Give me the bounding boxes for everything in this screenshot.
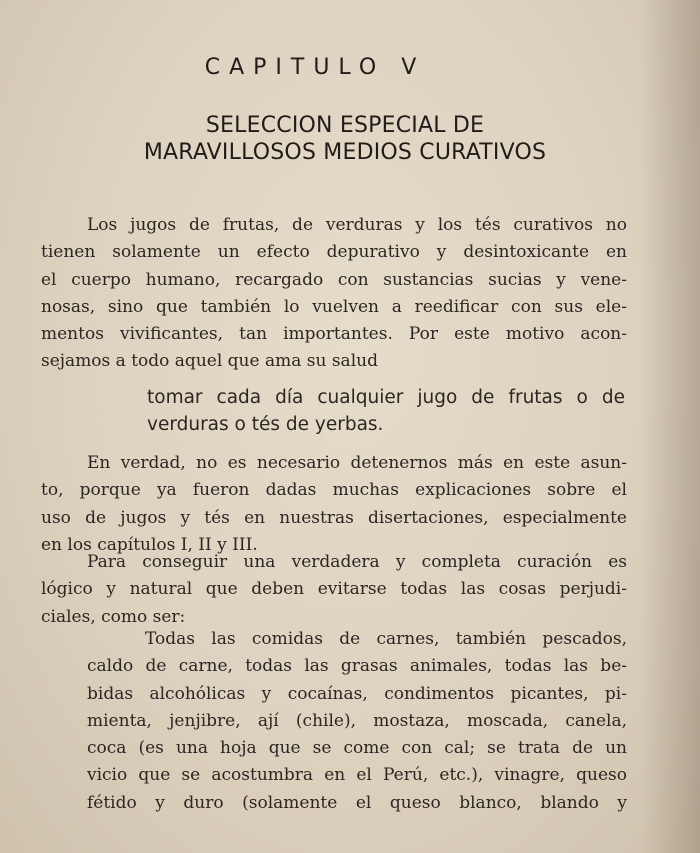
paragraph-explanations <box>41 450 627 559</box>
text-line: coca (es una hoja que se come con cal; se trata de un <box>87 738 627 759</box>
text-line: uso de jugos y tés en nuestras disertaciones, especialmente <box>41 507 627 528</box>
text-line: Todas las comidas de carnes, también pescados, <box>145 629 627 649</box>
paragraph-intro <box>41 212 627 376</box>
paragraph-avoid <box>41 549 627 631</box>
text-line: tomar cada día cualquier jugo de frutas o de <box>147 387 625 408</box>
text-line: tienen solamente un efecto depurativo y desintoxicante en <box>41 242 627 263</box>
text-line: vicio que se acostumbra en el Perú, etc.), vinagre, queso <box>87 765 627 786</box>
text-line: en los capítulos I, II y III. <box>41 534 258 555</box>
paragraph-harmful-list <box>87 626 627 817</box>
text-line: bidas alcohólicas y cocaínas, condimentos picantes, pi- <box>87 683 627 704</box>
text-line: lógico y natural que deben evitarse todas las cosas perjudi- <box>41 579 627 600</box>
text-line: fétido y duro (solamente el queso blanco, blando y <box>87 792 627 813</box>
text-line: ciales, como ser: <box>41 606 186 627</box>
text-line: mentos vivificantes, tan importantes. Por este motivo acon- <box>41 324 627 345</box>
text-line: to, porque ya fueron dadas muchas explicaciones sobre el <box>41 480 627 501</box>
chapter-title: CAPITULO V <box>204 55 426 80</box>
text-line: mienta, jenjibre, ají (chile), mostaza, moscada, canela, <box>87 710 627 731</box>
text-line: nosas, sino que también lo vuelven a reedificar con sus ele- <box>41 296 627 317</box>
emphasized-recommendation <box>147 384 625 438</box>
text-line: Para conseguir una verdadera y completa curación es <box>87 552 627 572</box>
text-line: el cuerpo humano, recargado con sustancias sucias y vene- <box>41 269 627 290</box>
text-line: verduras o tés de yerbas. <box>147 414 384 435</box>
text-line: caldo de carne, todas las grasas animales, todas las be- <box>87 656 627 677</box>
text-line: En verdad, no es necesario detenernos más en este asun- <box>87 453 627 473</box>
section-heading-line-1: SELECCION ESPECIAL DE <box>205 113 485 138</box>
section-heading-line-2: MARAVILLOSOS MEDIOS CURATIVOS <box>143 140 547 165</box>
text-line: Los jugos de frutas, de verduras y los tés curativos no <box>87 215 627 235</box>
text-line: sejamos a todo aquel que ama su salud <box>41 351 378 372</box>
